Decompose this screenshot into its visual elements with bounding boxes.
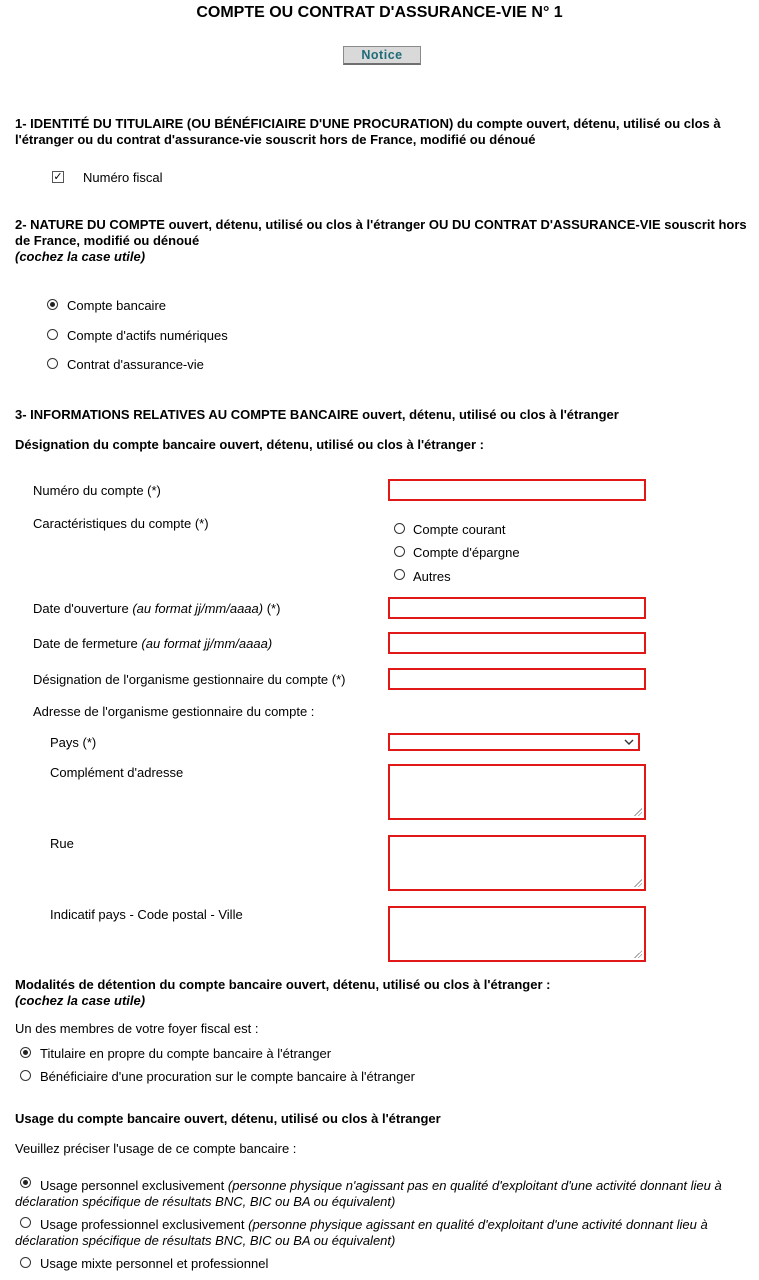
- ville-textarea[interactable]: [390, 908, 644, 960]
- label-compte-courant: Compte courant: [413, 522, 506, 537]
- date-ouverture-input[interactable]: [390, 599, 644, 617]
- date-fermeture-text: Date de fermeture: [33, 636, 142, 651]
- resize-grip-icon[interactable]: [634, 950, 642, 958]
- organisme-label: Désignation de l'organisme gestionnaire du compte (*): [33, 672, 346, 687]
- usage-personnel-desc: (personne physique n'agissant pas en qualité d'exploitant d'une activité donnant lieu à déclaration spécifique de résultats BNC, BIC ou BA ou équivalent): [15, 1178, 722, 1209]
- numero-fiscal-checkbox[interactable]: [52, 171, 64, 183]
- modalites-heading: Modalités de détention du compte bancaire ouvert, détenu, utilisé ou clos à l'étranger :: [15, 977, 551, 992]
- rue-wrapper: [388, 835, 646, 891]
- date-ouverture-wrapper: [388, 597, 646, 619]
- complement-wrapper: [388, 764, 646, 820]
- date-ouverture-label: [33, 601, 280, 617]
- ville-label: Indicatif pays - Code postal - Ville: [50, 907, 243, 922]
- label-usage-mixte: Usage mixte personnel et professionnel: [40, 1256, 269, 1271]
- section3-heading: 3- INFORMATIONS RELATIVES AU COMPTE BANCAIRE ouvert, détenu, utilisé ou clos à l'étranger: [15, 407, 619, 422]
- pays-label: Pays (*): [50, 735, 97, 750]
- radio-usage-mixte[interactable]: [20, 1257, 31, 1268]
- checkmark-icon: ✓: [53, 171, 63, 183]
- label-contrat-assurance-vie: Contrat d'assurance-vie: [67, 357, 204, 372]
- numero-compte-label: Numéro du compte (*): [33, 483, 161, 498]
- rue-label: Rue: [50, 836, 74, 851]
- date-fermeture-hint: (au format jj/mm/aaaa): [141, 636, 273, 651]
- label-usage-professionnel: [15, 1217, 735, 1249]
- designation-heading: Désignation du compte bancaire ouvert, détenu, utilisé ou clos à l'étranger :: [15, 437, 485, 452]
- rue-textarea[interactable]: [390, 837, 644, 889]
- usage-personnel-text: Usage personnel exclusivement: [40, 1178, 228, 1193]
- usage-professionnel-desc: (personne physique agissant en qualité d'exploitant d'une activité donnant lieu à déclaration spécifique de résultats BNC, BIC ou BA ou équivalent): [15, 1217, 708, 1248]
- radio-beneficiaire-procuration[interactable]: [20, 1070, 31, 1081]
- radio-autres[interactable]: [394, 569, 405, 580]
- radio-compte-actifs-numeriques[interactable]: [47, 329, 58, 340]
- date-ouverture-text: Date d'ouverture: [33, 601, 133, 616]
- modalites-hint: (cochez la case utile): [15, 993, 146, 1008]
- date-fermeture-label: [33, 636, 272, 652]
- complement-textarea[interactable]: [390, 766, 644, 818]
- page-title: COMPTE OU CONTRAT D'ASSURANCE-VIE N° 1: [196, 4, 563, 21]
- date-ouverture-hint: (au format jj/mm/aaaa): [132, 601, 264, 616]
- ville-wrapper: [388, 906, 646, 962]
- radio-compte-bancaire[interactable]: [47, 299, 58, 310]
- date-fermeture-input[interactable]: [390, 634, 644, 652]
- modalites-intro: Un des membres de votre foyer fiscal est :: [15, 1021, 259, 1036]
- date-fermeture-wrapper: [388, 632, 646, 654]
- label-titulaire: Titulaire en propre du compte bancaire à l'étranger: [40, 1046, 332, 1061]
- radio-compte-courant[interactable]: [394, 523, 405, 534]
- usage-professionnel-text: Usage professionnel exclusivement: [40, 1217, 249, 1232]
- chevron-down-icon: [624, 735, 634, 752]
- usage-intro: Veuillez préciser l'usage de ce compte bancaire :: [15, 1141, 297, 1156]
- complement-label: Complément d'adresse: [50, 765, 184, 780]
- label-compte-bancaire: Compte bancaire: [67, 298, 166, 313]
- label-compte-epargne: Compte d'épargne: [413, 545, 520, 560]
- notice-button[interactable]: Notice: [343, 46, 421, 65]
- section2-hint: (cochez la case utile): [15, 249, 146, 264]
- radio-compte-epargne[interactable]: [394, 546, 405, 557]
- label-usage-personnel: [15, 1178, 735, 1210]
- label-autres: Autres: [413, 569, 451, 584]
- radio-titulaire[interactable]: [20, 1047, 31, 1058]
- label-compte-actifs-numeriques: Compte d'actifs numériques: [67, 328, 228, 343]
- numero-compte-input[interactable]: [390, 481, 644, 499]
- organisme-input[interactable]: [390, 670, 644, 688]
- section1-heading: 1- IDENTITÉ DU TITULAIRE (OU BÉNÉFICIAIRE D'UNE PROCURATION) du compte ouvert, détenu, utilisé ou clos à l'étranger ou du contrat d'assurance-vie souscrit hors de France, modifié ou dénoué: [15, 116, 721, 147]
- adresse-label: Adresse de l'organisme gestionnaire du compte :: [33, 704, 315, 719]
- label-beneficiaire-procuration: Bénéficiaire d'une procuration sur le compte bancaire à l'étranger: [40, 1069, 415, 1084]
- numero-compte-input-wrapper: [388, 479, 646, 501]
- organisme-wrapper: [388, 668, 646, 690]
- resize-grip-icon[interactable]: [634, 879, 642, 887]
- numero-fiscal-label: Numéro fiscal: [83, 170, 163, 185]
- radio-contrat-assurance-vie[interactable]: [47, 358, 58, 369]
- caracteristiques-label: Caractéristiques du compte (*): [33, 516, 209, 531]
- date-ouverture-required: (*): [263, 601, 281, 616]
- resize-grip-icon[interactable]: [634, 808, 642, 816]
- pays-select[interactable]: [388, 733, 640, 751]
- section2-heading: 2- NATURE DU COMPTE ouvert, détenu, utilisé ou clos à l'étranger OU DU CONTRAT D'ASSURANCE-VIE souscrit hors de France, modifié ou dénoué: [15, 217, 747, 248]
- usage-heading: Usage du compte bancaire ouvert, détenu, utilisé ou clos à l'étranger: [15, 1111, 441, 1126]
